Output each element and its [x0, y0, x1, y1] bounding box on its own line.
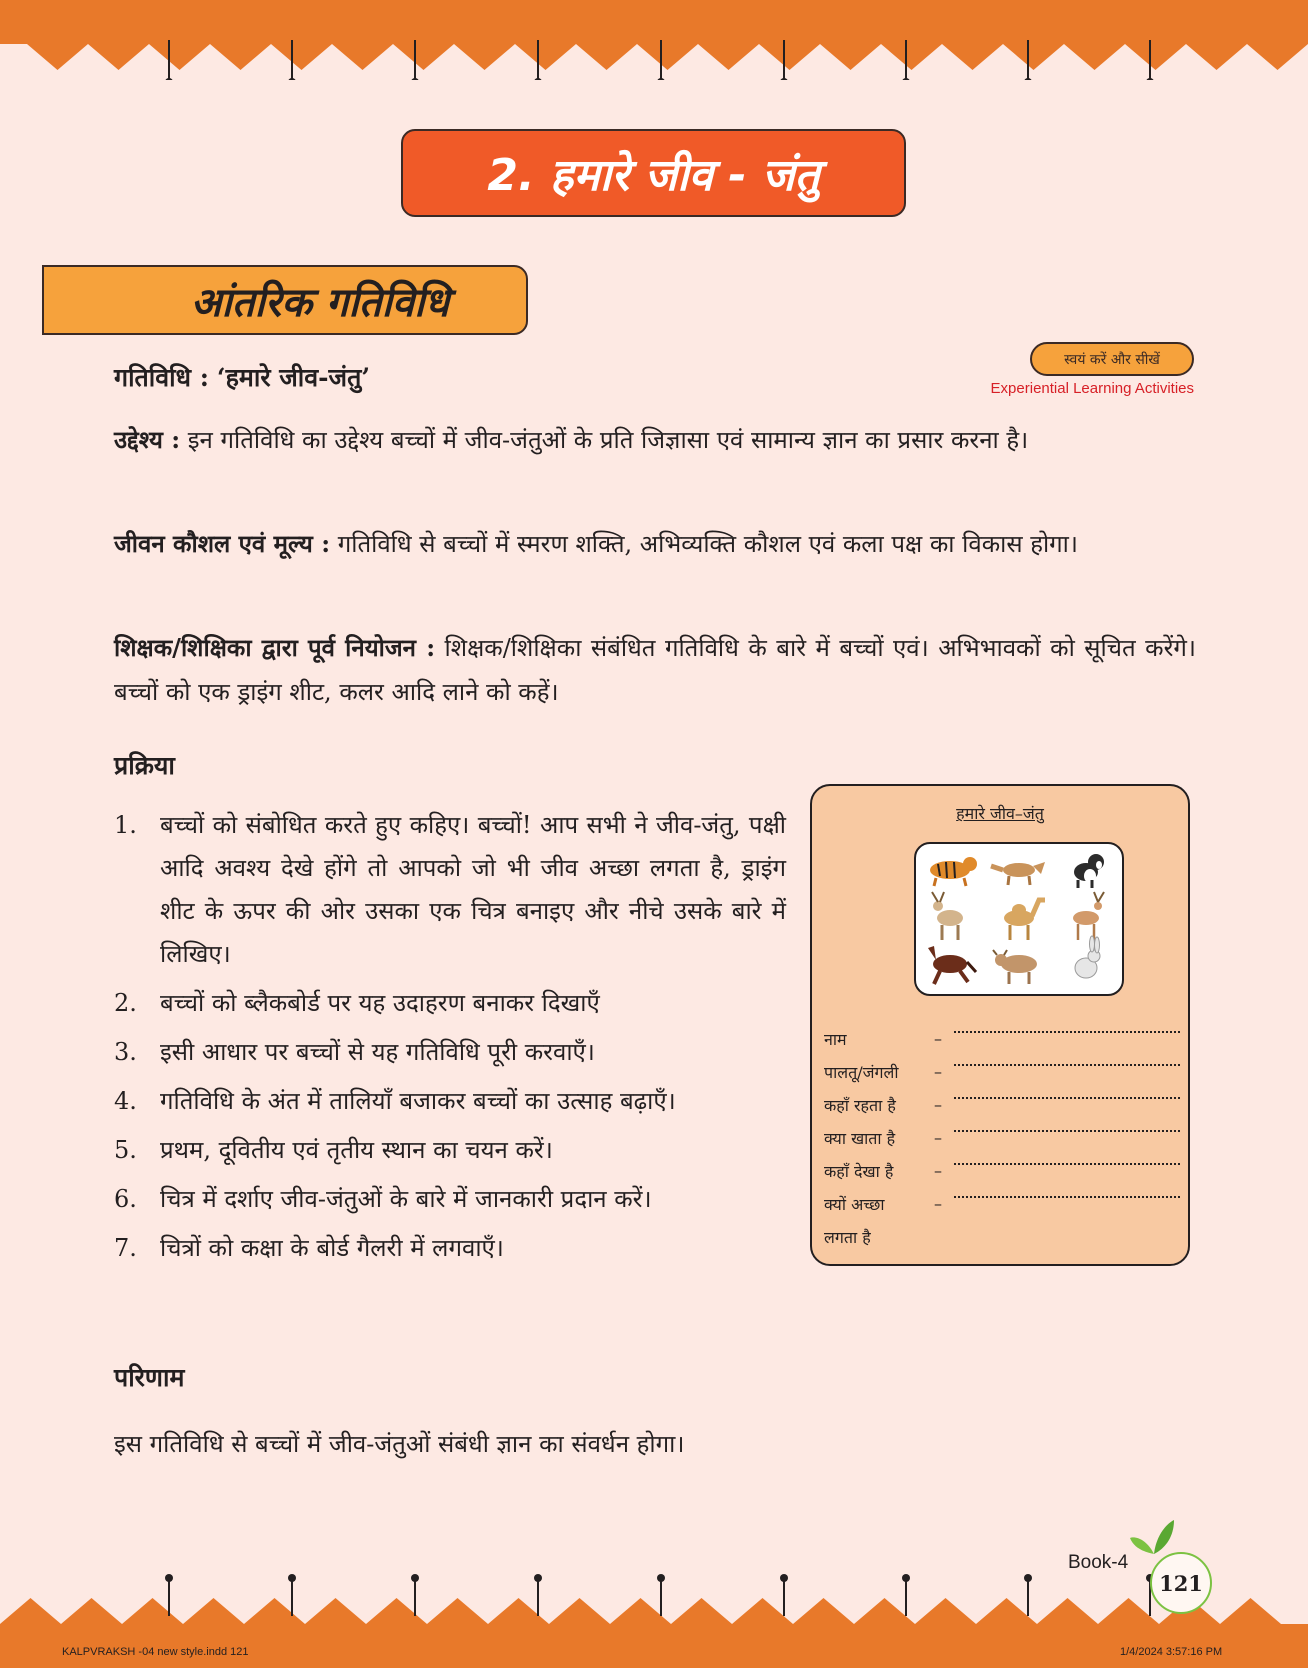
- objective-text: इन गतिविधि का उद्देश्य बच्चों में जीव-जंतुओं के प्रति जिज्ञासा एवं सामान्य ज्ञान का प्रसार करना है।: [187, 426, 1029, 454]
- deer-icon: [1073, 892, 1104, 940]
- pin-dot: [165, 78, 173, 80]
- footer-timestamp: 1/4/2024 3:57:16 PM: [1120, 1646, 1223, 1658]
- cow-icon: [993, 950, 1037, 984]
- blank-line: [954, 1097, 1180, 1099]
- blank-line: [954, 1130, 1180, 1132]
- result-heading: परिणाम: [114, 1363, 185, 1392]
- pin-dot: [288, 78, 296, 80]
- camel-icon: [1004, 900, 1045, 940]
- worksheet-card: [810, 784, 1190, 1266]
- list-item: 7. चित्रों को कक्षा के बोर्ड गैलरी में लगवाएँ।: [114, 1234, 504, 1262]
- list-item: 1. बच्चों को संबोधित करते हुए कहिए। बच्चों! आप सभी ने जीव-जंतु, पक्षी आदि अवश्य देखे होंगे तो आपको जो भी जीव अच्छा लगता है, ड्राइंग शीट के ऊपर की ओर उसका एक चित्र बनाइए और नीचे उसके बारे में लिखिए।: [114, 811, 786, 968]
- planning-text: शिक्षक/शिक्षिका संबंधित गतिविधि के बारे में बच्चों एवं। अभिभावकों को सूचित करेंगे। बच्चों को एक ड्राइंग शीट, कलर आदि लाने को कहें।: [114, 634, 1197, 706]
- pin-dot: [534, 78, 542, 80]
- pin-dot: [657, 1574, 665, 1582]
- blank-line: [954, 1163, 1180, 1165]
- table-row: कहाँ देखा है –: [824, 1154, 1180, 1187]
- badge-label: स्वयं करें और सीखें: [1064, 351, 1160, 368]
- life-skills-text: गतिविधि से बच्चों में स्मरण शक्ति, अभिव्यक्ति कौशल एवं कला पक्ष का विकास होगा।: [337, 530, 1078, 558]
- life-skills-paragraph: [114, 522, 1196, 566]
- objective-paragraph: [114, 418, 1196, 462]
- worksheet-fields: [824, 1022, 1180, 1253]
- pin-dot: [657, 78, 665, 80]
- activity-name: ‘हमारे जीव-जंतु’: [216, 363, 371, 392]
- pin-dot: [902, 1574, 910, 1582]
- dog-icon: [1074, 854, 1104, 888]
- horse-icon: [928, 946, 976, 984]
- table-row: नाम –: [824, 1022, 1180, 1055]
- table-row: पालतू/जंगली –: [824, 1055, 1180, 1088]
- pin-dot: [288, 1574, 296, 1582]
- blank-line: [954, 1064, 1180, 1066]
- top-zigzag-band: [0, 0, 1308, 80]
- section-title: आंतरिक गतिविधि: [42, 265, 528, 335]
- rabbit-icon: [1075, 936, 1100, 978]
- book-label: Book-4: [1068, 1552, 1129, 1573]
- activity-line: [114, 356, 1196, 400]
- pin-dot: [780, 78, 788, 80]
- leaf-icon: [1128, 1516, 1178, 1556]
- experiential-caption: Experiential Learning Activities: [990, 380, 1194, 397]
- fox-icon: [991, 862, 1045, 885]
- page-number: 121: [1150, 1552, 1212, 1614]
- pin-dot: [411, 78, 419, 80]
- life-skills-label: जीवन कौशल एवं मूल्य :: [114, 529, 331, 558]
- result-text: इस गतिविधि से बच्चों में जीव-जंतुओं संबंधी ज्ञान का संवर्धन होगा।: [114, 1430, 685, 1458]
- pin-dot: [534, 1574, 542, 1582]
- table-row: क्यों अच्छा –: [824, 1187, 1180, 1220]
- table-row: लगता है: [824, 1227, 871, 1247]
- tiger-icon: [930, 857, 977, 886]
- animal-pictures: [914, 842, 1124, 996]
- chapter-title: 2. हमारे जीव - जंतु: [401, 129, 906, 217]
- footer-file-info: KALPVRAKSH -04 new style.indd 121: [62, 1646, 249, 1658]
- worksheet-title: हमारे जीव–जंतु: [956, 804, 1044, 823]
- pin-dot: [780, 1574, 788, 1582]
- planning-paragraph: [114, 626, 1196, 714]
- table-row: कहाँ रहता है –: [824, 1088, 1180, 1121]
- activity-label: गतिविधि :: [114, 363, 209, 392]
- planning-label: शिक्षक/शिक्षिका द्वारा पूर्व नियोजन :: [114, 633, 436, 662]
- list-item: 2. बच्चों को ब्लैकबोर्ड पर यह उदाहरण बनाकर दिखाएँ: [114, 989, 600, 1017]
- list-item: 4. गतिविधि के अंत में तालियाँ बजाकर बच्चों का उत्साह बढ़ाएँ।: [114, 1087, 676, 1115]
- pin-dot: [1024, 1574, 1032, 1582]
- table-row: क्या खाता है –: [824, 1121, 1180, 1154]
- blank-line: [954, 1196, 1180, 1198]
- pin-dot: [1024, 78, 1032, 80]
- pin-dot: [1146, 78, 1154, 80]
- goat-icon: [932, 892, 963, 940]
- process-steps: [114, 804, 786, 1276]
- pin-dot: [411, 1574, 419, 1582]
- list-item: 3. इसी आधार पर बच्चों से यह गतिविधि पूरी करवाएँ।: [114, 1038, 595, 1066]
- process-heading: प्रक्रिया: [114, 751, 175, 780]
- blank-line: [954, 1031, 1180, 1033]
- objective-label: उद्देश्य :: [114, 425, 181, 454]
- list-item: 5. प्रथम, दूवितीय एवं तृतीय स्थान का चयन करें।: [114, 1136, 553, 1164]
- list-item: 6. चित्र में दर्शाए जीव-जंतुओं के बारे में जानकारी प्रदान करें।: [114, 1185, 652, 1213]
- pin-dot: [902, 78, 910, 80]
- pin-dot: [165, 1574, 173, 1582]
